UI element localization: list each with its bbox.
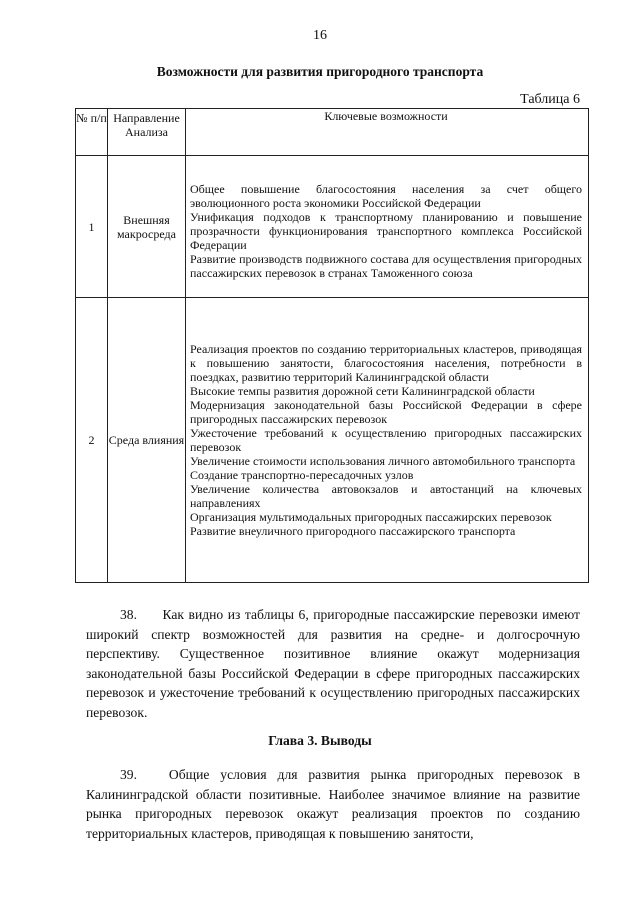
paragraph-number: 39. [120,767,137,782]
row-number: 1 [76,156,108,298]
paragraph-39 [86,765,580,843]
opportunity-item: Увеличение стоимости использования личного автомобильного транспорта [190,454,576,468]
chapter-title: Глава 3. Выводы [268,733,372,748]
row-direction: Внешняя макросреда [108,156,186,298]
opportunity-item: Общее повышение благосостояния населения за счет общего эволюционного роста экономики Российской Федерации [190,181,582,210]
opportunity-list [190,342,582,538]
row-direction: Среда влияния [108,298,186,583]
row-opportunities [186,156,589,298]
section-title: Возможности для развития пригородного транспорта [156,64,484,79]
opportunity-item: Развитие внеуличного пригородного пассажирского транспорта [190,524,516,538]
opportunity-item: Организация мультимодальных пригородных пассажирских перевозок [190,510,552,524]
opportunity-item: Развитие производств подвижного состава для осуществления пригородных пассажирских перевозок в странах Таможенного союза [190,251,582,280]
opportunities-table [75,108,589,583]
page-number: 16 [313,28,327,43]
header-opportunities: Ключевые возможности [186,109,589,156]
opportunity-item: Реализация проектов по созданию территориальных кластеров, приводящая к повышению занятости, благосостояния населения, потребности в поездках, развитию территорий Калининградской области [190,342,582,384]
row-opportunities [186,298,589,583]
table-row [76,298,589,583]
opportunity-item: Создание транспортно-пересадочных узлов [190,468,414,482]
opportunity-item: Модернизация законодательной базы Российской Федерации в сфере пригородных пассажирских перевозок [190,398,582,426]
paragraph-number: 38. [120,607,137,622]
opportunity-list [190,174,582,280]
opportunity-item: Ужесточение требований к осуществлению пригородных пассажирских перевозок [190,426,582,454]
paragraph-text: Как видно из таблицы 6, пригородные пассажирские перевозки имеют широкий спектр возможностей для развития на средне- и долгосрочную перспективу. Существенное позитивное влияние окажут модернизация законодательной базы Российской Федерации в сфере пригородных пассажирских перевозок и ужесточение требований к осуществлению пригородных пассажирских перевозок. [86,607,580,720]
opportunity-item: Унификация подходов к транспортному планированию и повышение прозрачности функционирования транспортного комплекса Российской Федерации [190,209,582,252]
table-caption: Таблица 6 [520,92,580,107]
opportunity-item: Увеличение количества автовокзалов и автостанций на ключевых направлениях [190,482,582,510]
paragraph-38 [86,605,580,722]
header-num: № п/п [76,109,108,156]
paragraph-text: Общие условия для развития рынка пригородных перевозок в Калининградской области позитивные. Наиболее значимое влияние на развитие рынка пригородных перевозок окажут реализация проектов по созданию территориальных кластеров, приводящая к повышению занятости, [86,767,580,841]
table-header-row [76,109,589,156]
table-row [76,156,589,298]
row-number: 2 [76,298,108,583]
opportunity-item: Высокие темпы развития дорожной сети Калининградской области [190,384,535,398]
header-direction: Направление Анализа [108,109,186,156]
